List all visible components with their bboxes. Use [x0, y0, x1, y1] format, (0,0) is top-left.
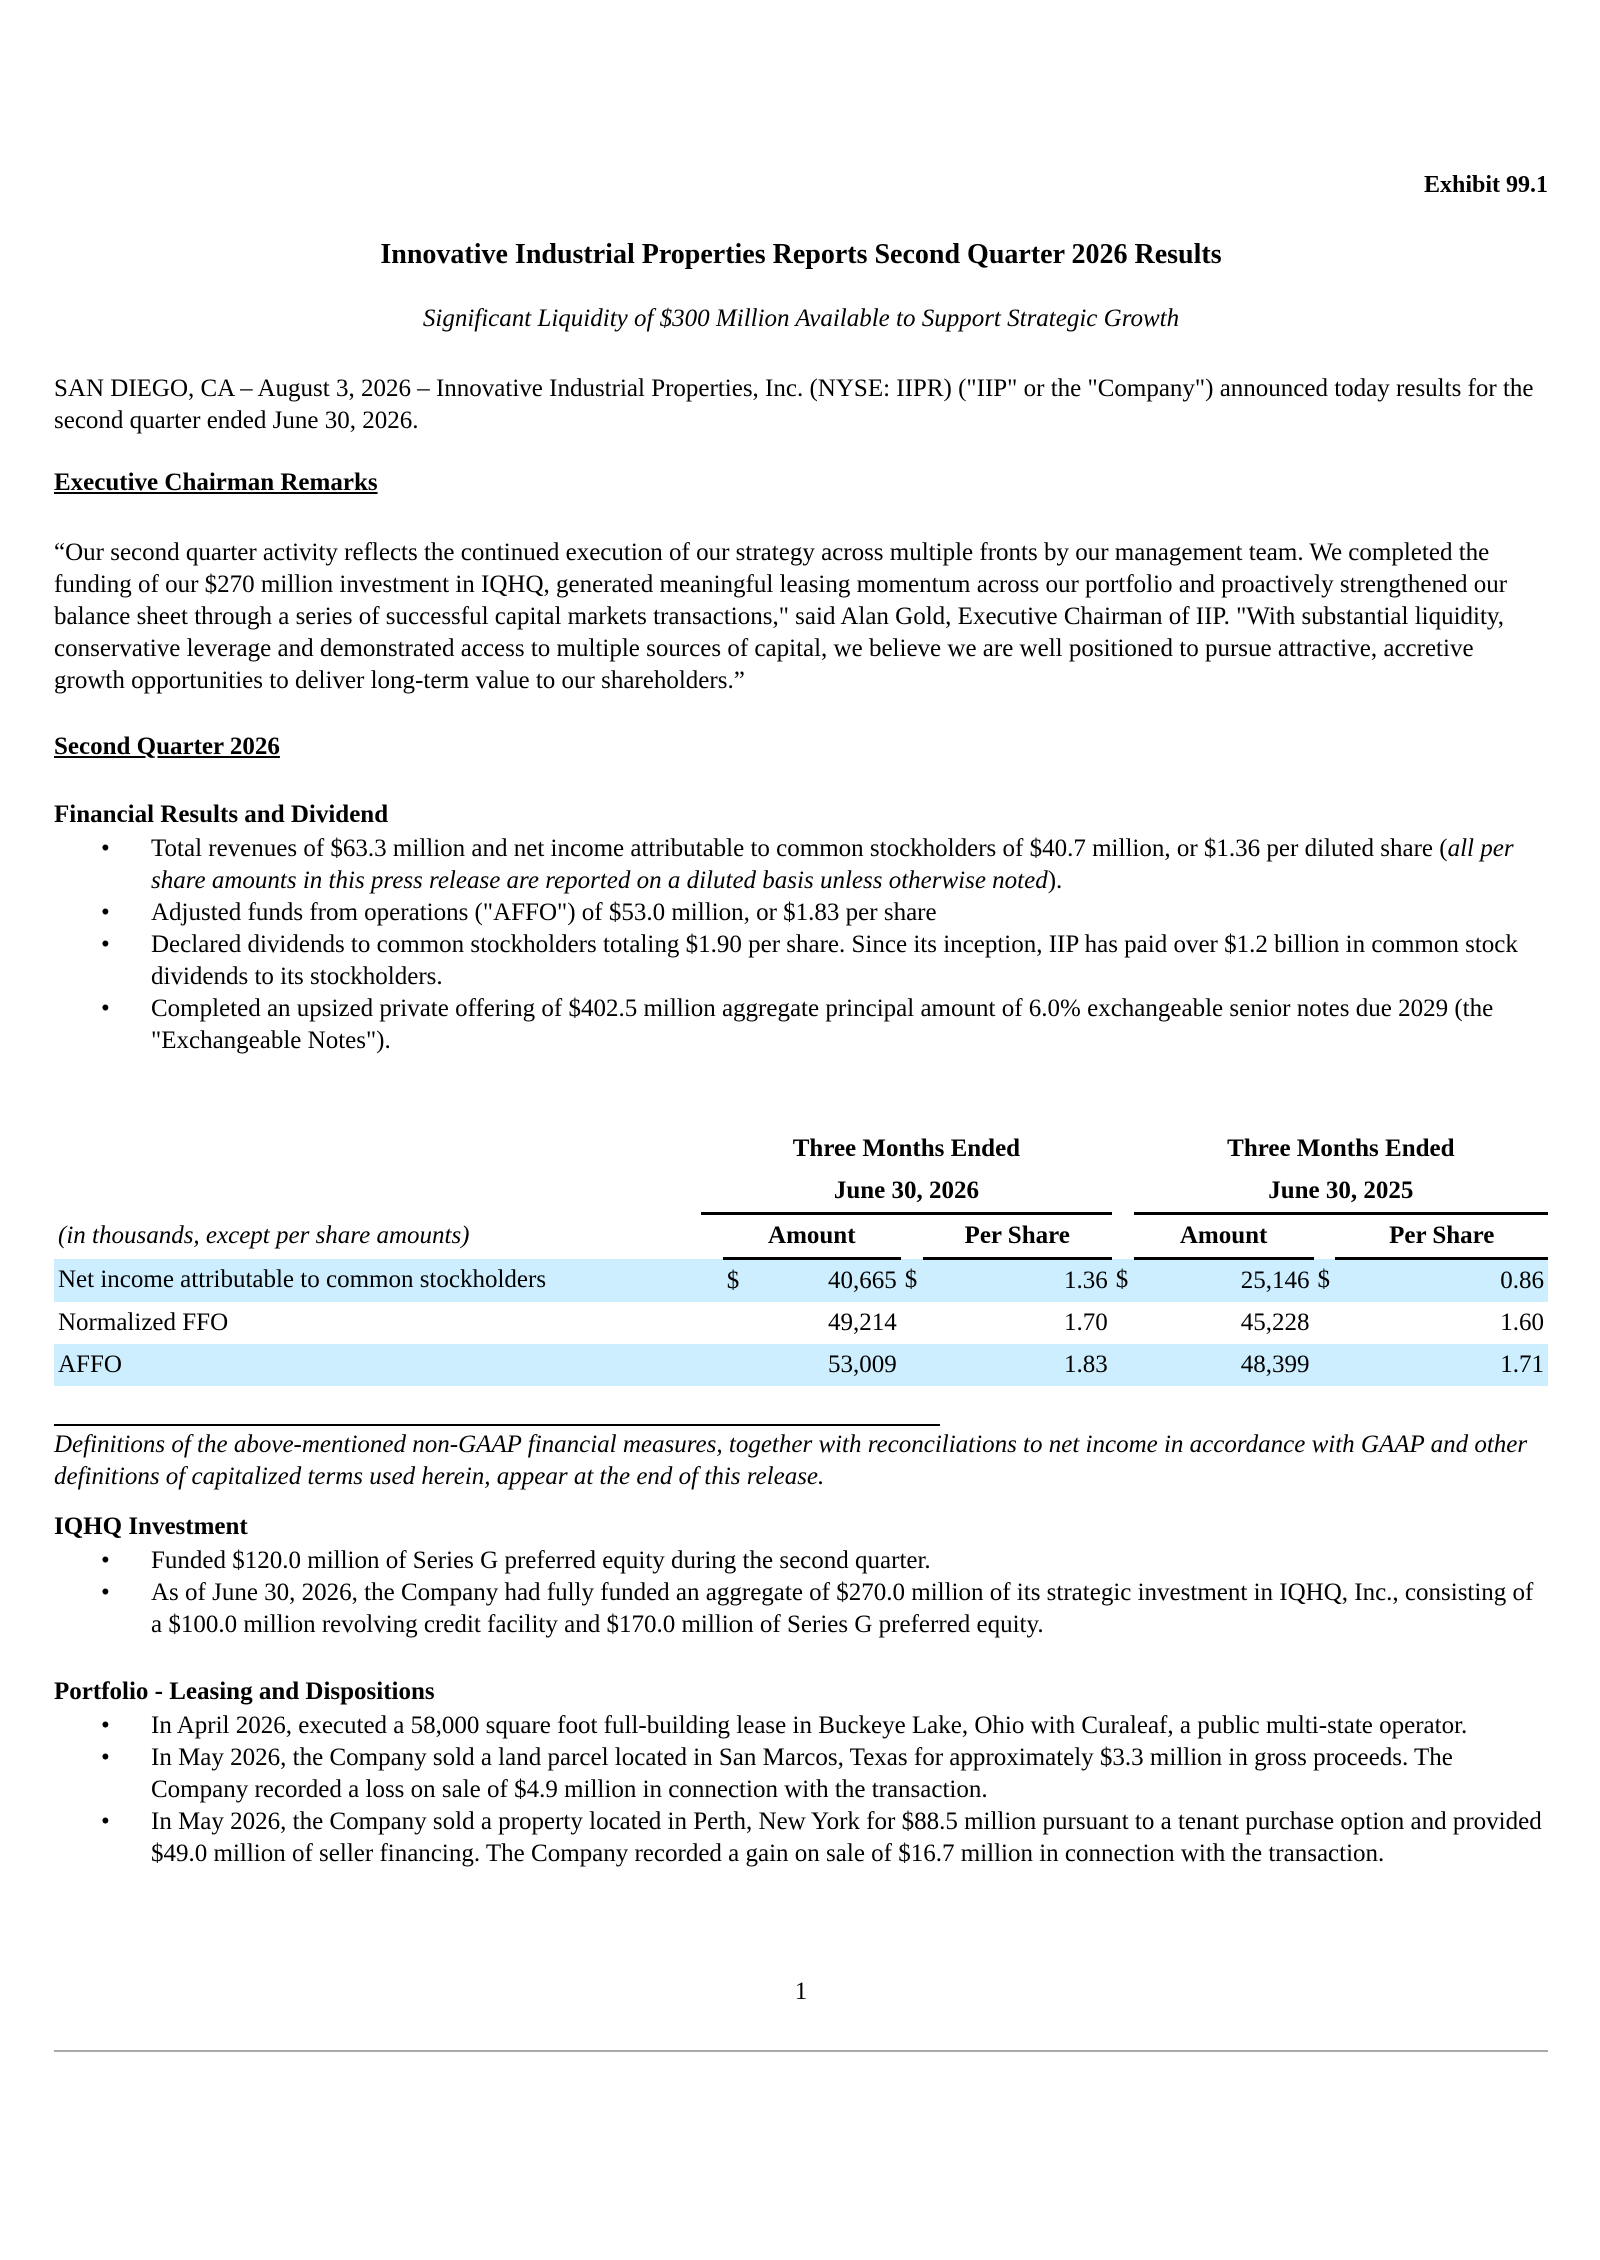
currency-symbol: $	[1314, 1259, 1336, 1303]
page-bottom-divider	[54, 2050, 1548, 2052]
period-2026-header-line1: Three Months Ended	[792, 1135, 1021, 1162]
units-label: (in thousands, except per share amounts)	[58, 1222, 470, 1249]
list-item: • In May 2026, the Company sold a land parcel located in San Marcos, Texas for approximately $3.3 million in gross proceeds. The Company recorded a loss on sale of $4.9 million in connection with the transaction.	[101, 1744, 1453, 1803]
table-column-header-row	[54, 1214, 1548, 1259]
column-header-per-share: Per Share	[923, 1214, 1112, 1259]
list-item: • As of June 30, 2026, the Company had fully funded an aggregate of $270.0 million of its strategic investment in IQHQ, Inc., consisting of a $100.0 million revolving credit facility and $170.0 million of Series G preferred equity.	[101, 1579, 1534, 1638]
table-header-row	[54, 1170, 1548, 1214]
portfolio-heading: Portfolio - Leasing and Dispositions	[54, 1678, 435, 1705]
list-item: • Declared dividends to common stockholders totaling $1.90 per share. Since its inception, IIP has paid over $1.2 billion in common stock dividends to its stockholders.	[101, 931, 1518, 990]
row-label: Net income attributable to common stockholders	[54, 1259, 701, 1303]
table-header-row	[54, 1128, 1548, 1170]
chairman-heading: Executive Chairman Remarks	[54, 469, 378, 496]
column-header-per-share: Per Share	[1335, 1214, 1548, 1259]
bullet-icon: •	[101, 835, 110, 862]
bullet-icon: •	[101, 995, 110, 1022]
q2-heading: Second Quarter 2026	[54, 733, 280, 760]
table-row: Normalized FFO 49,214 1.70 45,228 1.60	[54, 1302, 1548, 1344]
row-label: Normalized FFO	[58, 1309, 229, 1336]
footnote-divider	[54, 1424, 940, 1426]
financial-results-table	[54, 1128, 1548, 1386]
period-2025-header-line1: Three Months Ended	[1227, 1135, 1455, 1162]
currency-symbol: $	[901, 1259, 923, 1303]
period-2026-header-line2: June 30, 2026	[701, 1170, 1112, 1214]
definitions-note: Definitions of the above-mentioned non-GAAP financial measures, together with reconciliations to net income in accordance with GAAP and other definitions of capitalized terms used herein, appear at the end of this release.	[54, 1431, 1528, 1490]
column-header-amount: Amount	[723, 1214, 901, 1259]
chairman-quote: “Our second quarter activity reflects the continued execution of our strategy across multiple fronts by our management team. We completed the funding of our $270 million investment in IQHQ, generated meaningful leasing momentum across our portfolio and proactively strengthened our balance sheet through a series of successful capital markets transactions," said Alan Gold, Executive Chairman of IIP. "With substantial liquidity, conservative leverage and demonstrated access to multiple sources of capital, we believe we are well positioned to pursue attractive, accretive growth opportunities to deliver long-term value to our shareholders.”	[54, 539, 1508, 694]
bullet-icon: •	[101, 1744, 110, 1771]
bullet-icon: •	[101, 1579, 110, 1606]
page-number: 1	[794, 1978, 808, 2005]
intro-paragraph: SAN DIEGO, CA – August 3, 2026 – Innovative Industrial Properties, Inc. (NYSE: IIPR) ("IIP" or the "Company") announced today results for the second quarter ended June 30, 2026.	[54, 375, 1534, 434]
press-release-subtitle: Significant Liquidity of $300 Million Available to Support Strategic Growth	[422, 305, 1180, 332]
exhibit-label: Exhibit 99.1	[1423, 172, 1548, 198]
list-item: • In April 2026, executed a 58,000 square foot full-building lease in Buckeye Lake, Ohio with Curaleaf, a public multi-state operator.	[54, 1710, 1548, 1742]
column-header-amount: Amount	[1134, 1214, 1314, 1259]
table-row: AFFO 53,009 1.83 48,399 1.71	[54, 1344, 1548, 1386]
list-item: • Total revenues of $63.3 million and net income attributable to common stockholders of $40.7 million, or $1.36 per diluted share (all per share amounts in this press release are reported on a diluted basis unless otherwise noted).	[101, 835, 1514, 894]
currency-symbol: $	[1112, 1259, 1134, 1303]
list-item: • Funded $120.0 million of Series G preferred equity during the second quarter.	[54, 1545, 1548, 1577]
currency-symbol: $	[723, 1259, 757, 1303]
financial-heading: Financial Results and Dividend	[54, 801, 389, 828]
table-row: Net income attributable to common stockholders $ 40,665 $ 1.36 $ 25,146 $ 0.86	[54, 1259, 1548, 1303]
list-item: • In May 2026, the Company sold a property located in Perth, New York for $88.5 million pursuant to a tenant purchase option and provided $49.0 million of seller financing. The Company recorded a gain on sale of $16.7 million in connection with the transaction.	[101, 1808, 1542, 1867]
press-release-title: Innovative Industrial Properties Reports Second Quarter 2026 Results	[380, 239, 1222, 270]
iqhq-bullet-list	[54, 1545, 1548, 1641]
bullet-icon: •	[101, 1808, 110, 1835]
row-label: AFFO	[54, 1344, 701, 1386]
portfolio-bullet-list	[54, 1710, 1548, 1870]
financial-bullet-list	[54, 833, 1548, 1057]
bullet-icon: •	[101, 1712, 110, 1739]
bullet-icon: •	[101, 1547, 110, 1574]
list-item: • Completed an upsized private offering of $402.5 million aggregate principal amount of 6.0% exchangeable senior notes due 2029 (the "Exchangeable Notes").	[101, 995, 1494, 1054]
bullet-icon: •	[101, 899, 110, 926]
iqhq-heading: IQHQ Investment	[54, 1513, 248, 1540]
period-2025-header-line2: June 30, 2025	[1134, 1170, 1548, 1214]
bullet-icon: •	[101, 931, 110, 958]
list-item: • Adjusted funds from operations ("AFFO") of $53.0 million, or $1.83 per share	[54, 897, 1548, 929]
